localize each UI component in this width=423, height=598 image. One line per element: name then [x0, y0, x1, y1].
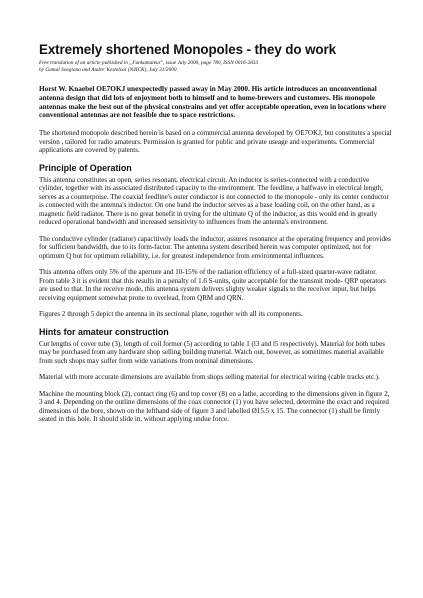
- document-title: Extremely shortened Monopoles - they do work: [39, 42, 336, 57]
- body-paragraph: This antenna offers only 5% of the aperture and 10-15% of the radiation efficiency of a full-sized quarter-wave radiator. From table 3 it is evident that this results in a penalty of 1.6 S-units, quite acceptable for the transmit mode- QRP operators are used to that. In the receive mode, this antenna system delivers slighty weaker signals to the receiver input, but helps receiving equipment somewhat prone to overlead, from QRM and QRN.: [39, 268, 386, 302]
- body-paragraph: The shortened monopole described herein is based on a commercial antenna developed by OE7OKJ, but constitutes a special version , tailored for radio amateurs. Permission is granted for public and private useage and experiments. Commercial applications are covered by patents.: [39, 129, 392, 154]
- body-paragraph: Material with more accurate dimensions are available from shops selling material for electrical wiring (cable tracks etc.).: [39, 373, 380, 381]
- body-paragraph: The conductive cylinder (radiator) capacitively loads the inductor, assures resonance at the operating frequency and provides for sufficient bandwidth, due to its form-factor. The antenna system described herein was computer optimized, not for optimum Q but for optimum reliability, i.e. for greatest independence from environmental influences.: [39, 234, 391, 260]
- translation-note-line: Free translation of an article published in „Funkamateur", issue July 2000, page 780, ISSN 0016-2833: [39, 60, 259, 66]
- body-paragraph: Cut lengths of cover tube (3), length of coil former (5) according to table 1 (l3 and l5 respectively). Material for both tubes may be purchased from any hardware shop selling building material. Watch out, however, as sometimes material available from such shops may suffer from wide variations from nominal dimensions.: [39, 339, 385, 365]
- section-heading-hints: Hints for amateur construction: [39, 326, 169, 337]
- body-paragraph: This antenna constitutes an open, series resonant, electrical circuit. An inductor is series-connected with a conductive cylinder, together with its associated distributed capacity to the environment. The feedline, a halfwave in electrical length, serves as a counterpoise. The coaxial feedline's outer conductor is not connected to the monopole - only its center conductor is connected with the antenna's inductor. On one hand the inductor serves as a base loading coil, on the other hand, as a magnetic field radiator. There is no great benefit in trying for the ultimate Q of the inductor, as this would end in greatly reduced operational bandwidth and increased sensitivity to influences from the antenna's environment.: [39, 175, 389, 226]
- section-heading-principle: Principle of Operation: [39, 162, 132, 173]
- body-paragraph: Figures 2 through 5 depict the antenna in its sectional plane, together with all its components.: [39, 310, 303, 318]
- translation-note-line: by Gamal Soegiono and Andre' Kestelooi (N4ICK), July 31/2000: [39, 66, 177, 73]
- body-paragraph: Machine the mounting block (2), contact ring (6) and top cover (8) on a lathe, according to the dimensions given in figure 2, 3 and 4. Depending on the outline dimensions of the coax connector (1) you have selected, determine the exact and required dimensions of the bore, shown on the lefthand side of figure 3 and labelled Ø15.5 x 15. The connector (1) shall be firmly seated in this hole. It should slide in, without applying undue force.: [39, 389, 390, 423]
- translation-note: [39, 60, 393, 73]
- intro-paragraph: Horst W. Knaebel OE7OKJ unexpectedly passed away in May 2000. His article introduces an unconventional antenna design that did lots of enjoyment both to himself and to home-brewers and customers. His monopole antennas make the best out of the physical constrains and yet offer acceptable operation, even in locations where conventional antennas are not feasible due to space restrictions.: [39, 85, 386, 120]
